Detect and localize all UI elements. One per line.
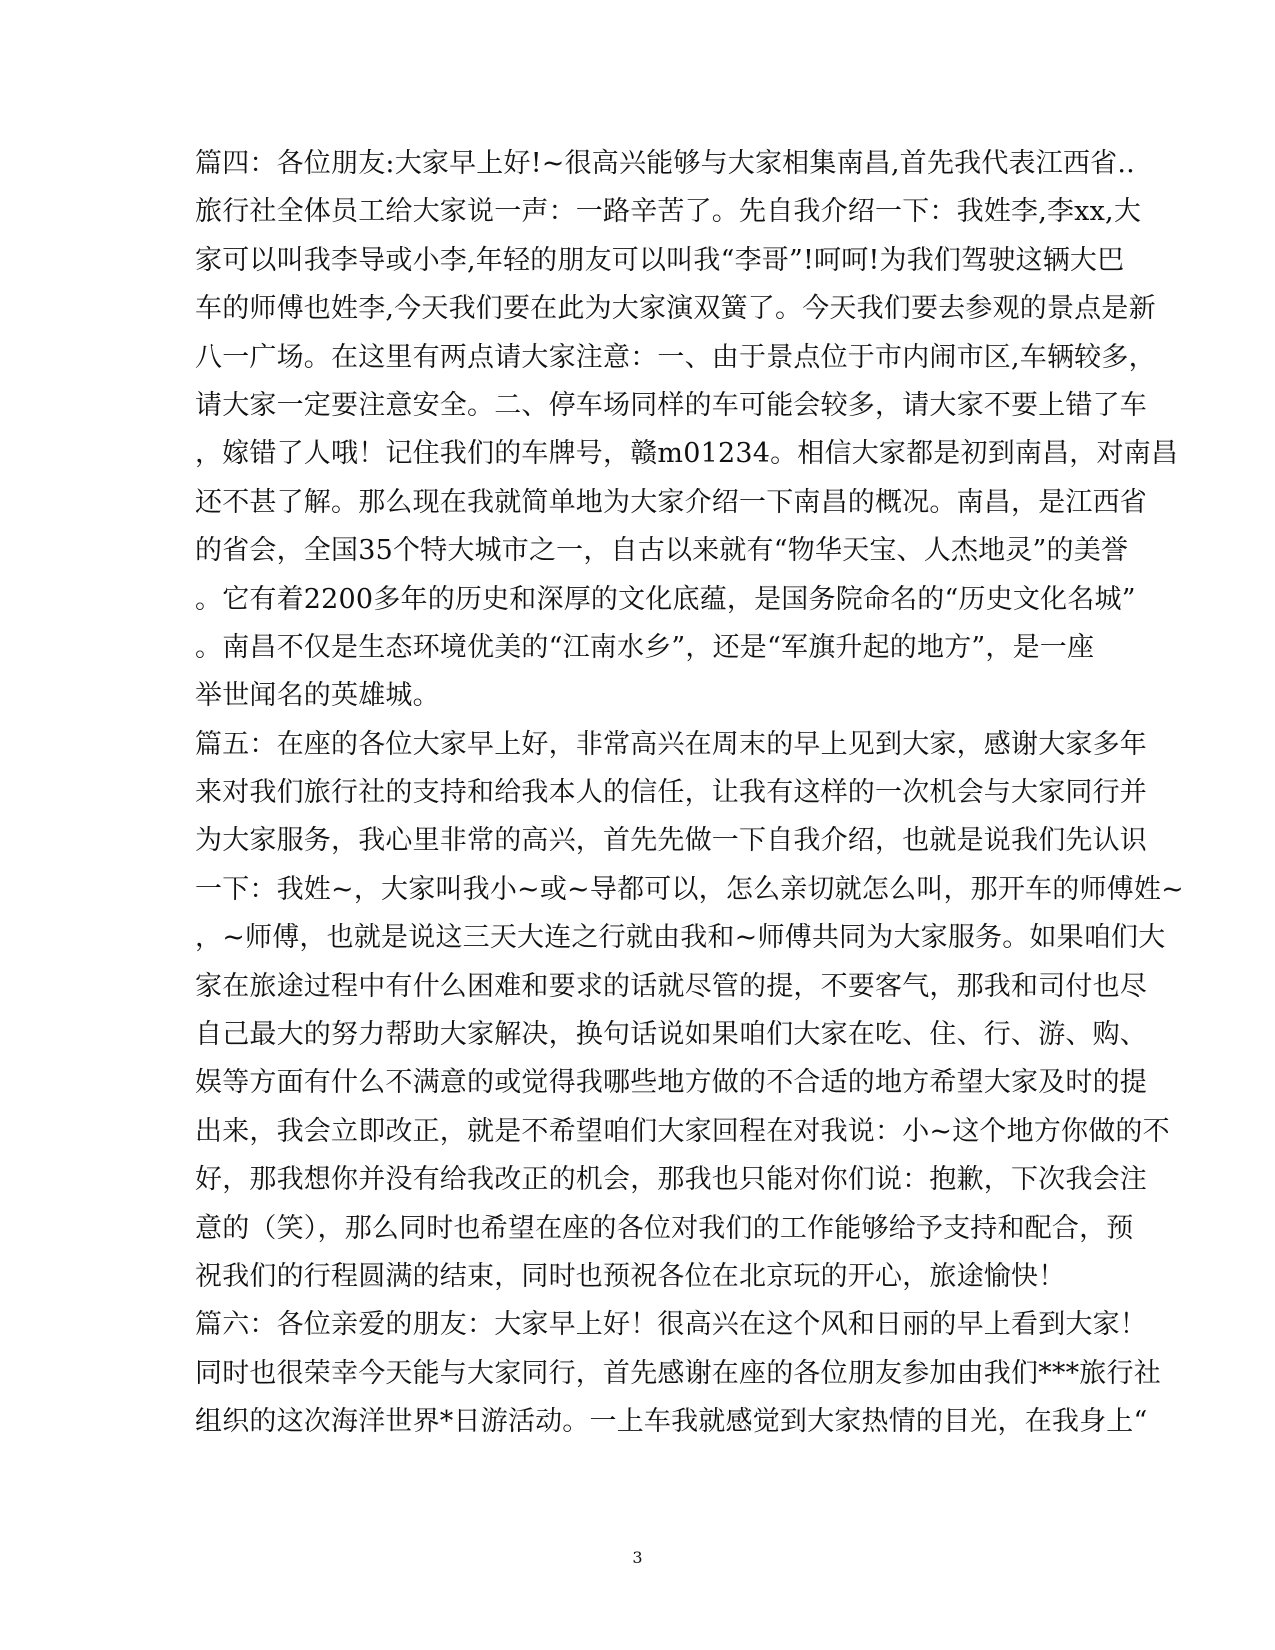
text-line: 出来，我会立即改正，就是不希望咱们大家回程在对我说：小~这个地方你做的不 (195, 1115, 1170, 1147)
text-line: 意的（笑），那么同时也希望在座的各位对我们的工作能够给予支持和配合，预 (195, 1212, 1134, 1244)
text-line: 篇四：各位朋友:大家早上好!~很高兴能够与大家相集南昌,首先我代表江西省.. (195, 148, 1135, 179)
text-line: 娱等方面有什么不满意的或觉得我哪些地方做的不合适的地方希望大家及时的提 (195, 1067, 1147, 1099)
text-line: 举世闻名的英雄城。 (195, 680, 440, 712)
text-line: 。南昌不仅是生态环境优美的“江南水乡”，还是“军旗升起的地方”，是一座 (195, 631, 1095, 663)
text-line: 还不甚了解。那么现在我就简单地为大家介绍一下南昌的概况。南昌，是江西省 (195, 486, 1147, 518)
text-line: ，~师傅，也就是说这三天大连之行就由我和~师傅共同为大家服务。如果咱们大 (195, 922, 1166, 954)
text-line: 家可以叫我李导或小李,年轻的朋友可以叫我“李哥”!呵呵!为我们驾驶这辆大巴 (195, 244, 1125, 276)
text-line: 祝我们的行程圆满的结束，同时也预祝各位在北京玩的开心，旅途愉快！ (195, 1260, 1066, 1292)
text-line: 同时也很荣幸今天能与大家同行，首先感谢在座的各位朋友参加由我们***旅行社 (195, 1357, 1161, 1389)
text-line: 自己最大的努力帮助大家解决，换句话说如果咱们大家在吃、住、行、游、购、 (195, 1019, 1147, 1051)
text-line: 组织的这次海洋世界*日游活动。一上车我就感觉到大家热情的目光，在我身上“ (195, 1406, 1148, 1438)
text-line: 的省会，全国35个特大城市之一，自古以来就有“物华天宝、人杰地灵”的美誉 (195, 535, 1129, 567)
text-line: 一下：我姓~，大家叫我小~或~导都可以，怎么亲切就怎么叫，那开车的师傅姓~ (195, 873, 1184, 905)
text-line: 车的师傅也姓李,今天我们要在此为大家演双簧了。今天我们要去参观的景点是新 (195, 293, 1156, 325)
text-line: ，嫁错了人哦！记住我们的车牌号，赣m01234。相信大家都是初到南昌，对南昌 (195, 438, 1179, 470)
text-line: 为大家服务，我心里非常的高兴，首先先做一下自我介绍，也就是说我们先认识 (195, 825, 1147, 857)
text-line: 。它有着2200多年的历史和深厚的文化底蕴，是国务院命名的“历史文化名城” (195, 583, 1136, 615)
text-line: 来对我们旅行社的支持和给我本人的信任，让我有这样的一次机会与大家同行并 (195, 777, 1147, 809)
body-text (195, 140, 1184, 1447)
text-line: 好，那我想你并没有给我改正的机会，那我也只能对你们说：抱歉，下次我会注 (195, 1164, 1147, 1196)
text-line: 家在旅途过程中有什么困难和要求的话就尽管的提，不要客气，那我和司付也尽 (195, 970, 1147, 1002)
page-number: 3 (632, 1548, 643, 1567)
text-line: 篇五：在座的各位大家早上好，非常高兴在周末的早上见到大家，感谢大家多年 (195, 728, 1147, 760)
text-line: 请大家一定要注意安全。二、停车场同样的车可能会较多，请大家不要上错了车 (195, 389, 1147, 421)
text-line: 旅行社全体员工给大家说一声：一路辛苦了。先自我介绍一下：我姓李,李xx,大 (195, 196, 1142, 228)
text-line: 篇六：各位亲爱的朋友：大家早上好！很高兴在这个风和日丽的早上看到大家！ (195, 1309, 1147, 1341)
text-line: 八一广场。在这里有两点请大家注意：一、由于景点位于市内闹市区,车辆较多， (195, 341, 1156, 373)
